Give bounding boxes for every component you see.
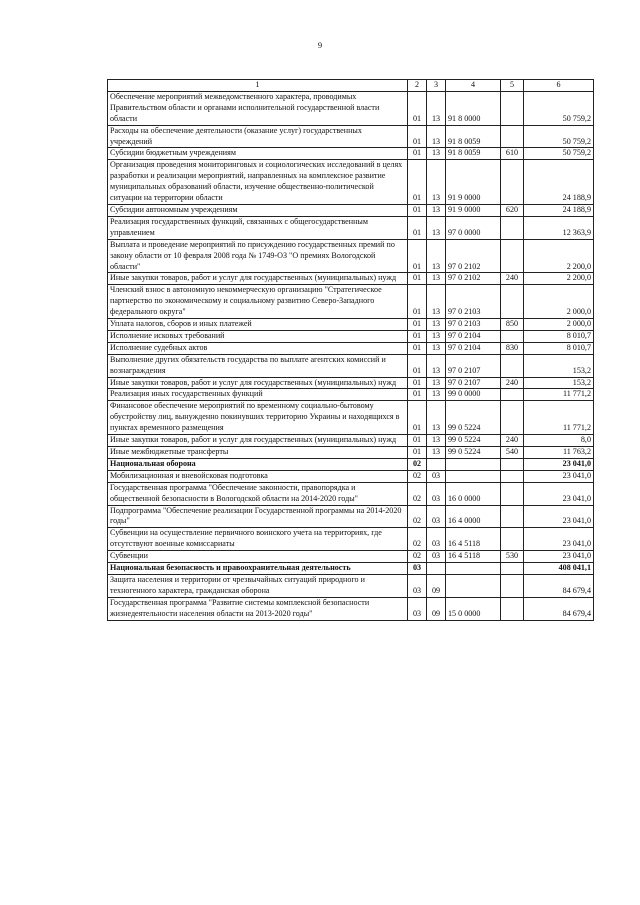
expense-type-cell: 850 — [501, 319, 524, 331]
target-article-cell: 16 4 5118 — [446, 528, 501, 551]
subsection-code-cell: 13 — [427, 91, 446, 125]
row-name-cell: Выплата и проведение мероприятий по присуждению государственных премий по закону области от 10 февраля 2008 года № 1749-ОЗ "О премиях Вологодской области" — [108, 239, 408, 273]
subsection-code-cell: 09 — [427, 574, 446, 597]
subsection-code-cell: 13 — [427, 239, 446, 273]
section-code-cell: 01 — [408, 447, 427, 459]
target-article-cell — [446, 574, 501, 597]
subsection-code-cell: 13 — [427, 389, 446, 401]
amount-cell: 8 010,7 — [524, 342, 594, 354]
table-row — [108, 285, 594, 319]
section-code-cell: 01 — [408, 435, 427, 447]
column-header: 4 — [446, 80, 501, 92]
amount-cell: 24 188,9 — [524, 160, 594, 205]
column-header: 1 — [108, 80, 408, 92]
target-article-cell — [446, 458, 501, 470]
expense-type-cell — [501, 470, 524, 482]
expense-type-cell: 540 — [501, 447, 524, 459]
target-article-cell: 91 9 0000 — [446, 160, 501, 205]
row-name-cell: Национальная оборона — [108, 458, 408, 470]
amount-cell: 23 041,0 — [524, 505, 594, 528]
subsection-code-cell: 13 — [427, 285, 446, 319]
amount-cell: 50 759,2 — [524, 91, 594, 125]
subsection-code-cell: 13 — [427, 435, 446, 447]
subsection-code-cell: 03 — [427, 470, 446, 482]
amount-cell: 8 010,7 — [524, 330, 594, 342]
target-article-cell: 97 0 2104 — [446, 342, 501, 354]
section-code-cell: 01 — [408, 285, 427, 319]
target-article-cell: 97 0 2107 — [446, 354, 501, 377]
expense-type-cell: 240 — [501, 377, 524, 389]
table-row — [108, 273, 594, 285]
expense-type-cell — [501, 528, 524, 551]
amount-cell: 8,0 — [524, 435, 594, 447]
subsection-code-cell: 13 — [427, 401, 446, 435]
row-name-cell: Государственная программа "Развитие системы комплексной безопасности жизнедеятельности населения области на 2013-2020 годы" — [108, 597, 408, 620]
target-article-cell: 97 0 2107 — [446, 377, 501, 389]
amount-cell: 2 200,0 — [524, 273, 594, 285]
table-row — [108, 528, 594, 551]
amount-cell: 50 759,2 — [524, 148, 594, 160]
row-name-cell: Иные закупки товаров, работ и услуг для государственных (муниципальных) нужд — [108, 435, 408, 447]
table-row — [108, 330, 594, 342]
amount-cell: 24 188,9 — [524, 204, 594, 216]
amount-cell: 84 679,4 — [524, 574, 594, 597]
subsection-code-cell: 13 — [427, 204, 446, 216]
section-code-cell: 01 — [408, 160, 427, 205]
expense-type-cell — [501, 458, 524, 470]
section-code-cell: 01 — [408, 319, 427, 331]
expense-type-cell — [501, 239, 524, 273]
expense-type-cell — [501, 563, 524, 575]
subsection-code-cell: 13 — [427, 377, 446, 389]
table-row — [108, 447, 594, 459]
section-code-cell: 01 — [408, 330, 427, 342]
table-row — [108, 354, 594, 377]
amount-cell: 11 763,2 — [524, 447, 594, 459]
target-article-cell — [446, 563, 501, 575]
section-code-cell: 01 — [408, 239, 427, 273]
expense-type-cell — [501, 354, 524, 377]
subsection-code-cell — [427, 563, 446, 575]
table-row — [108, 239, 594, 273]
amount-cell: 23 041,0 — [524, 551, 594, 563]
amount-cell: 153,2 — [524, 354, 594, 377]
amount-cell: 153,2 — [524, 377, 594, 389]
row-name-cell: Выполнение других обязательств государства по выплате агентских комиссий и вознаграждения — [108, 354, 408, 377]
amount-cell: 2 200,0 — [524, 239, 594, 273]
column-header: 3 — [427, 80, 446, 92]
row-name-cell: Мобилизационная и вневойсковая подготовка — [108, 470, 408, 482]
row-name-cell: Финансовое обеспечение мероприятий по временному социально-бытовому обустройству лиц, вынужденно покинувших территорию Украины и находящихся в пунктах временного размещения — [108, 401, 408, 435]
expense-type-cell — [501, 482, 524, 505]
target-article-cell — [446, 470, 501, 482]
expense-type-cell — [501, 285, 524, 319]
row-name-cell: Организация проведения мониторинговых и социологических исследований в целях разработки и реализации мероприятий, направленных на комплексное развитие муниципальных образований области, изучение общественно-политической ситуации на территории области — [108, 160, 408, 205]
amount-cell: 84 679,4 — [524, 597, 594, 620]
amount-cell: 12 363,9 — [524, 216, 594, 239]
target-article-cell: 15 0 0000 — [446, 597, 501, 620]
expense-type-cell — [501, 160, 524, 205]
row-name-cell: Членский взнос в автономную некоммерческую организацию "Стратегическое партнерство по экономическому и социальному развитию Северо-Западного федерального округа" — [108, 285, 408, 319]
section-code-cell: 02 — [408, 505, 427, 528]
table-row — [108, 435, 594, 447]
column-header: 6 — [524, 80, 594, 92]
table-row — [108, 574, 594, 597]
table-row — [108, 597, 594, 620]
row-name-cell: Субсидии бюджетным учреждениям — [108, 148, 408, 160]
row-name-cell: Исполнение судебных актов — [108, 342, 408, 354]
amount-cell: 408 041,1 — [524, 563, 594, 575]
page-number: 9 — [317, 40, 323, 50]
section-code-cell: 01 — [408, 354, 427, 377]
amount-cell: 23 041,0 — [524, 528, 594, 551]
target-article-cell: 97 0 2102 — [446, 239, 501, 273]
target-article-cell: 91 8 0059 — [446, 125, 501, 148]
table-row — [108, 458, 594, 470]
subsection-code-cell: 03 — [427, 528, 446, 551]
subsection-code-cell: 13 — [427, 125, 446, 148]
section-code-cell: 02 — [408, 470, 427, 482]
amount-cell: 11 771,2 — [524, 389, 594, 401]
expense-type-cell — [501, 401, 524, 435]
subsection-code-cell — [427, 458, 446, 470]
amount-cell: 2 000,0 — [524, 319, 594, 331]
row-name-cell: Национальная безопасность и правоохранительная деятельность — [108, 563, 408, 575]
row-name-cell: Субсидии автономным учреждениям — [108, 204, 408, 216]
expense-type-cell — [501, 597, 524, 620]
row-name-cell: Государственная программа "Обеспечение законности, правопорядка и общественной безопасности в Вологодской области на 2014-2020 годы" — [108, 482, 408, 505]
target-article-cell: 97 0 2103 — [446, 319, 501, 331]
target-article-cell: 97 0 2104 — [446, 330, 501, 342]
expense-type-cell — [501, 216, 524, 239]
target-article-cell: 16 0 0000 — [446, 482, 501, 505]
target-article-cell: 99 0 5224 — [446, 401, 501, 435]
expense-type-cell: 610 — [501, 148, 524, 160]
table-row — [108, 551, 594, 563]
subsection-code-cell: 13 — [427, 330, 446, 342]
target-article-cell: 16 4 0000 — [446, 505, 501, 528]
section-code-cell: 01 — [408, 216, 427, 239]
target-article-cell: 91 9 0000 — [446, 204, 501, 216]
row-name-cell: Иные закупки товаров, работ и услуг для государственных (муниципальных) нужд — [108, 377, 408, 389]
budget-table — [107, 79, 594, 621]
section-code-cell: 03 — [408, 563, 427, 575]
table-row — [108, 401, 594, 435]
row-name-cell: Субвенции — [108, 551, 408, 563]
column-header: 5 — [501, 80, 524, 92]
subsection-code-cell: 13 — [427, 216, 446, 239]
section-code-cell: 01 — [408, 91, 427, 125]
subsection-code-cell: 13 — [427, 319, 446, 331]
section-code-cell: 03 — [408, 597, 427, 620]
expense-type-cell — [501, 330, 524, 342]
row-name-cell: Реализация государственных функций, связанных с общегосударственным управлением — [108, 216, 408, 239]
expense-type-cell — [501, 389, 524, 401]
row-name-cell: Защита населения и территории от чрезвычайных ситуаций природного и техногенного характера, гражданская оборона — [108, 574, 408, 597]
section-code-cell: 01 — [408, 389, 427, 401]
row-name-cell: Реализация иных государственных функций — [108, 389, 408, 401]
expense-type-cell: 620 — [501, 204, 524, 216]
amount-cell: 50 759,2 — [524, 125, 594, 148]
section-code-cell: 01 — [408, 148, 427, 160]
table-row — [108, 505, 594, 528]
section-code-cell: 02 — [408, 528, 427, 551]
amount-cell: 23 041,0 — [524, 482, 594, 505]
table-row — [108, 125, 594, 148]
table-row — [108, 216, 594, 239]
table-row — [108, 389, 594, 401]
target-article-cell: 99 0 5224 — [446, 435, 501, 447]
table-row — [108, 160, 594, 205]
target-article-cell: 97 0 0000 — [446, 216, 501, 239]
table-row — [108, 563, 594, 575]
section-code-cell: 01 — [408, 125, 427, 148]
section-code-cell: 02 — [408, 551, 427, 563]
table-row — [108, 482, 594, 505]
table-row — [108, 319, 594, 331]
table-row — [108, 377, 594, 389]
section-code-cell: 01 — [408, 377, 427, 389]
section-code-cell: 01 — [408, 342, 427, 354]
section-code-cell: 03 — [408, 574, 427, 597]
expense-type-cell: 830 — [501, 342, 524, 354]
row-name-cell: Иные закупки товаров, работ и услуг для государственных (муниципальных) нужд — [108, 273, 408, 285]
table-header-row — [108, 80, 594, 92]
amount-cell: 11 771,2 — [524, 401, 594, 435]
row-name-cell: Исполнение исковых требований — [108, 330, 408, 342]
table-row — [108, 470, 594, 482]
row-name-cell: Обеспечение мероприятий межведомственного характера, проводимых Правительством области и органами исполнительной государственной власти области — [108, 91, 408, 125]
section-code-cell: 01 — [408, 273, 427, 285]
subsection-code-cell: 13 — [427, 160, 446, 205]
target-article-cell: 99 0 5224 — [446, 447, 501, 459]
table-row — [108, 148, 594, 160]
amount-cell: 2 000,0 — [524, 285, 594, 319]
target-article-cell: 91 8 0000 — [446, 91, 501, 125]
section-code-cell: 02 — [408, 482, 427, 505]
subsection-code-cell: 13 — [427, 273, 446, 285]
table-row — [108, 91, 594, 125]
target-article-cell: 99 0 0000 — [446, 389, 501, 401]
target-article-cell: 16 4 5118 — [446, 551, 501, 563]
amount-cell: 23 041,0 — [524, 470, 594, 482]
target-article-cell: 91 8 0059 — [446, 148, 501, 160]
section-code-cell: 02 — [408, 458, 427, 470]
row-name-cell: Подпрограмма "Обеспечение реализации Государственной программы на 2014-2020 годы" — [108, 505, 408, 528]
table-row — [108, 204, 594, 216]
expense-type-cell: 530 — [501, 551, 524, 563]
target-article-cell: 97 0 2103 — [446, 285, 501, 319]
expense-type-cell: 240 — [501, 435, 524, 447]
subsection-code-cell: 03 — [427, 551, 446, 563]
section-code-cell: 01 — [408, 204, 427, 216]
amount-cell: 23 041,0 — [524, 458, 594, 470]
column-header: 2 — [408, 80, 427, 92]
target-article-cell: 97 0 2102 — [446, 273, 501, 285]
expense-type-cell — [501, 125, 524, 148]
subsection-code-cell: 13 — [427, 148, 446, 160]
expense-type-cell — [501, 505, 524, 528]
section-code-cell: 01 — [408, 401, 427, 435]
subsection-code-cell: 13 — [427, 354, 446, 377]
subsection-code-cell: 03 — [427, 505, 446, 528]
subsection-code-cell: 03 — [427, 482, 446, 505]
row-name-cell: Расходы на обеспечение деятельности (оказание услуг) государственных учреждений — [108, 125, 408, 148]
subsection-code-cell: 13 — [427, 447, 446, 459]
subsection-code-cell: 13 — [427, 342, 446, 354]
expense-type-cell — [501, 91, 524, 125]
table-row — [108, 342, 594, 354]
expense-type-cell — [501, 574, 524, 597]
expense-type-cell: 240 — [501, 273, 524, 285]
row-name-cell: Субвенции на осуществление первичного воинского учета на территориях, где отсутствуют военные комиссариаты — [108, 528, 408, 551]
subsection-code-cell: 09 — [427, 597, 446, 620]
row-name-cell: Уплата налогов, сборов и иных платежей — [108, 319, 408, 331]
row-name-cell: Иные межбюджетные трансферты — [108, 447, 408, 459]
